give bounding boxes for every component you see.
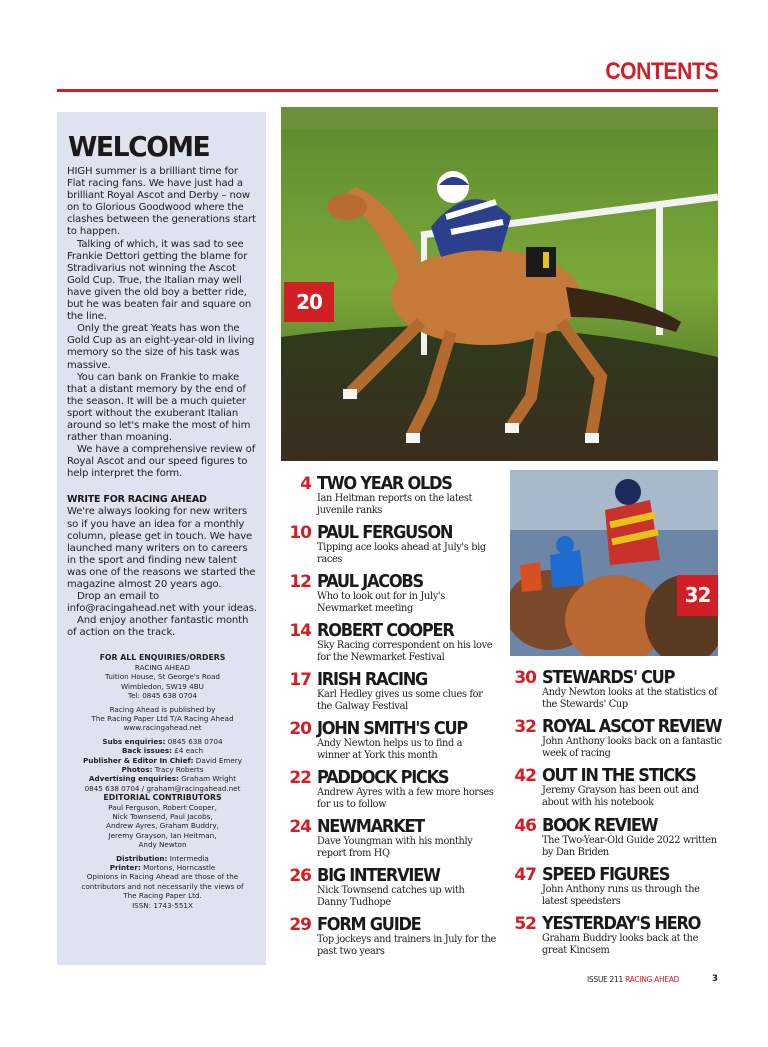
welcome-heading: WELCOME xyxy=(68,130,210,163)
entry-title: OUT IN THE STICKS xyxy=(542,765,696,786)
advertising-contact: 0845 638 0704 / graham@racingahead.net xyxy=(84,783,241,793)
distribution-line: Distribution: Intermedia xyxy=(116,853,209,863)
entry-title: PAUL JACOBS xyxy=(317,571,423,592)
enquiries-heading: FOR ALL ENQUIRIES/ORDERS xyxy=(99,653,226,663)
race-illustration xyxy=(510,470,718,656)
advertising-line: Advertising enquiries: Graham Wright xyxy=(88,774,237,784)
entry-title: IRISH RACING xyxy=(317,669,428,690)
entry-page-number: 4 xyxy=(300,474,311,494)
entry-title: NEWMARKET xyxy=(317,816,424,837)
side-race-photo xyxy=(510,470,718,656)
photos-line: Photos: Tracy Roberts xyxy=(121,764,204,774)
entry-page-number: 52 xyxy=(514,914,536,934)
entry-title: FORM GUIDE xyxy=(317,914,421,935)
page-badge-20[interactable]: 20 xyxy=(284,282,334,322)
welcome-paragraph: Only the great Yeats has won the Gold Cup as an eight-year-old in living memory so the size of his task was massive. xyxy=(67,323,255,371)
back-issues-line: Back issues: £4 each xyxy=(121,746,204,756)
entry-title: BOOK REVIEW xyxy=(542,815,658,836)
entry-title: JOHN SMITH'S CUP xyxy=(317,718,468,739)
entry-description: Andy Newton helps us to find a winner at York this month xyxy=(317,738,463,761)
entry-description: John Anthony looks back on a fantastic week of racing xyxy=(542,736,722,759)
opinions-note: contributors and not necessarily the views of xyxy=(81,881,244,891)
entry-description: Nick Townsend catches up with Danny Tudhope xyxy=(317,885,465,908)
entry-title: PADDOCK PICKS xyxy=(317,767,449,788)
entry-description: Karl Hedley gives us some clues for the Galway Festival xyxy=(317,689,483,712)
page-title: CONTENTS xyxy=(605,58,718,85)
main-horse-photo xyxy=(281,107,718,461)
write-paragraph: Drop an email to info@racingahead.net with your ideas. xyxy=(67,591,257,615)
entry-page-number: 20 xyxy=(289,719,311,739)
entry-description: Dave Youngman with his monthly report from HQ xyxy=(317,836,473,859)
credits-block xyxy=(67,653,258,910)
opinions-note: The Racing Paper Ltd. xyxy=(123,891,202,901)
entry-description: Who to look out for in July's Newmarket meeting xyxy=(317,591,445,614)
write-paragraph: We're always looking for new writers so if you have an idea for a monthly column, please get in touch. We have launched many writers on to careers in the sport and finding new talent was one of the reasons we started the magazine almost 20 years ago. xyxy=(67,506,256,590)
header-rule xyxy=(57,89,718,92)
website-link[interactable]: www.racingahead.net xyxy=(123,723,202,733)
welcome-paragraph: Talking of which, it was sad to see Frankie Dettori getting the blame for Stradivarius not winning the Ascot Gold Cup. True, the Italian may well have given the old boy a better ride, but he was beaten fair and square on the line. xyxy=(67,238,252,323)
contributors-line: Andy Newton xyxy=(138,840,187,850)
contributors-line: Nick Townsend, Paul Jacobs, xyxy=(112,811,213,821)
subs-line: Subs enquiries: 0845 638 0704 xyxy=(102,736,223,746)
entry-page-number: 10 xyxy=(289,523,311,543)
welcome-sidebar xyxy=(57,112,266,965)
company-name: RACING AHEAD xyxy=(134,662,191,672)
entry-page-number: 12 xyxy=(289,572,311,592)
opinions-note: Opinions in Racing Ahead are those of the xyxy=(86,872,239,882)
entry-title: STEWARDS' CUP xyxy=(542,667,675,688)
publisher-note: Racing Ahead is published by xyxy=(109,704,216,714)
entry-description: The Two-Year-Old Guide 2022 written by Dan Briden xyxy=(542,835,717,858)
contributors-line: Jeremy Grayson, Ian Heitman, xyxy=(108,830,217,840)
printer-line: Printer: Mortons, Horncastle xyxy=(109,863,216,872)
entry-page-number: 26 xyxy=(289,866,311,886)
entry-page-number: 17 xyxy=(289,670,311,690)
entry-description: Top jockeys and trainers in July for the past two years xyxy=(317,934,496,957)
issue-number: ISSUE 211 xyxy=(587,975,623,984)
entry-title: BIG INTERVIEW xyxy=(317,865,440,886)
welcome-paragraph: HIGH summer is a brilliant time for Flat racing fans. We have just had a brilliant Royal Ascot and Derby – now on to Glorious Goodwood where the clashes between the generations start to happen. xyxy=(67,166,256,238)
welcome-paragraph: You can bank on Frankie to make that a distant memory by the end of the season. It will be a much quieter sport without the exuberant Italian around so let's make the most of him rather than moaning. xyxy=(67,371,251,444)
entry-title: ROBERT COOPER xyxy=(317,620,454,641)
brand-name: RACING AHEAD xyxy=(625,975,680,984)
entry-description: Andy Newton looks at the statistics of the Stewards' Cup xyxy=(542,687,718,710)
telephone: Tel: 0845 638 0704 xyxy=(127,691,198,701)
entry-page-number: 32 xyxy=(514,717,536,737)
entry-description: Jeremy Grayson has been out and about with his notebook xyxy=(542,785,699,808)
entry-page-number: 42 xyxy=(514,766,536,786)
welcome-paragraph: We have a comprehensive review of Royal Ascot and our speed figures to help interpret the form. xyxy=(67,444,256,480)
page-footer xyxy=(587,974,718,984)
publisher-line: Publisher & Editor In Chief: David Emery xyxy=(82,755,243,765)
contributors-line: Paul Ferguson, Robert Cooper, xyxy=(108,802,217,812)
issn-line: ISSN: 1743-551X xyxy=(132,900,193,910)
entry-page-number: 30 xyxy=(514,668,536,688)
racehorse-illustration xyxy=(281,107,718,461)
page-number: 3 xyxy=(712,974,718,984)
write-paragraph: And enjoy another fantastic month of action on the track. xyxy=(67,615,249,639)
write-body xyxy=(67,506,258,639)
entry-page-number: 29 xyxy=(289,915,311,935)
address-line: Tuition House, St George's Road xyxy=(105,672,220,682)
entry-description: Ian Heitman reports on the latest juvenile ranks xyxy=(317,493,473,516)
entry-page-number: 22 xyxy=(289,768,311,788)
entry-page-number: 24 xyxy=(289,817,311,837)
entry-title: ROYAL ASCOT REVIEW xyxy=(542,716,722,737)
entry-page-number: 46 xyxy=(514,816,536,836)
entry-title: TWO YEAR OLDS xyxy=(317,473,452,494)
entry-description: John Anthony runs us through the latest speedsters xyxy=(542,884,700,907)
contributors-line: Andrew Ayres, Graham Buddry, xyxy=(106,821,219,831)
entry-description: Tipping ace looks ahead at July's big races xyxy=(317,542,486,565)
entry-title: YESTERDAY'S HERO xyxy=(542,913,701,934)
entry-description: Sky Racing correspondent on his love for the Newmarket Festival xyxy=(317,640,493,663)
entry-title: SPEED FIGURES xyxy=(542,864,670,885)
entry-description: Graham Buddry looks back at the great Kincsem xyxy=(542,933,699,956)
publisher-note: The Racing Paper Ltd T/A Racing Ahead xyxy=(91,713,234,723)
welcome-body xyxy=(67,166,258,480)
entry-page-number: 47 xyxy=(514,865,536,885)
address-line: Wimbledon, SW19 4BU xyxy=(121,681,204,691)
entry-title: PAUL FERGUSON xyxy=(317,522,453,543)
write-heading: WRITE FOR RACING AHEAD xyxy=(67,494,207,506)
entry-description: Andrew Ayres with a few more horses for us to follow xyxy=(317,787,494,810)
entry-page-number: 14 xyxy=(289,621,311,641)
contributors-heading: EDITORIAL CONTRIBUTORS xyxy=(103,793,222,803)
page-badge-32[interactable]: 32 xyxy=(677,575,718,616)
